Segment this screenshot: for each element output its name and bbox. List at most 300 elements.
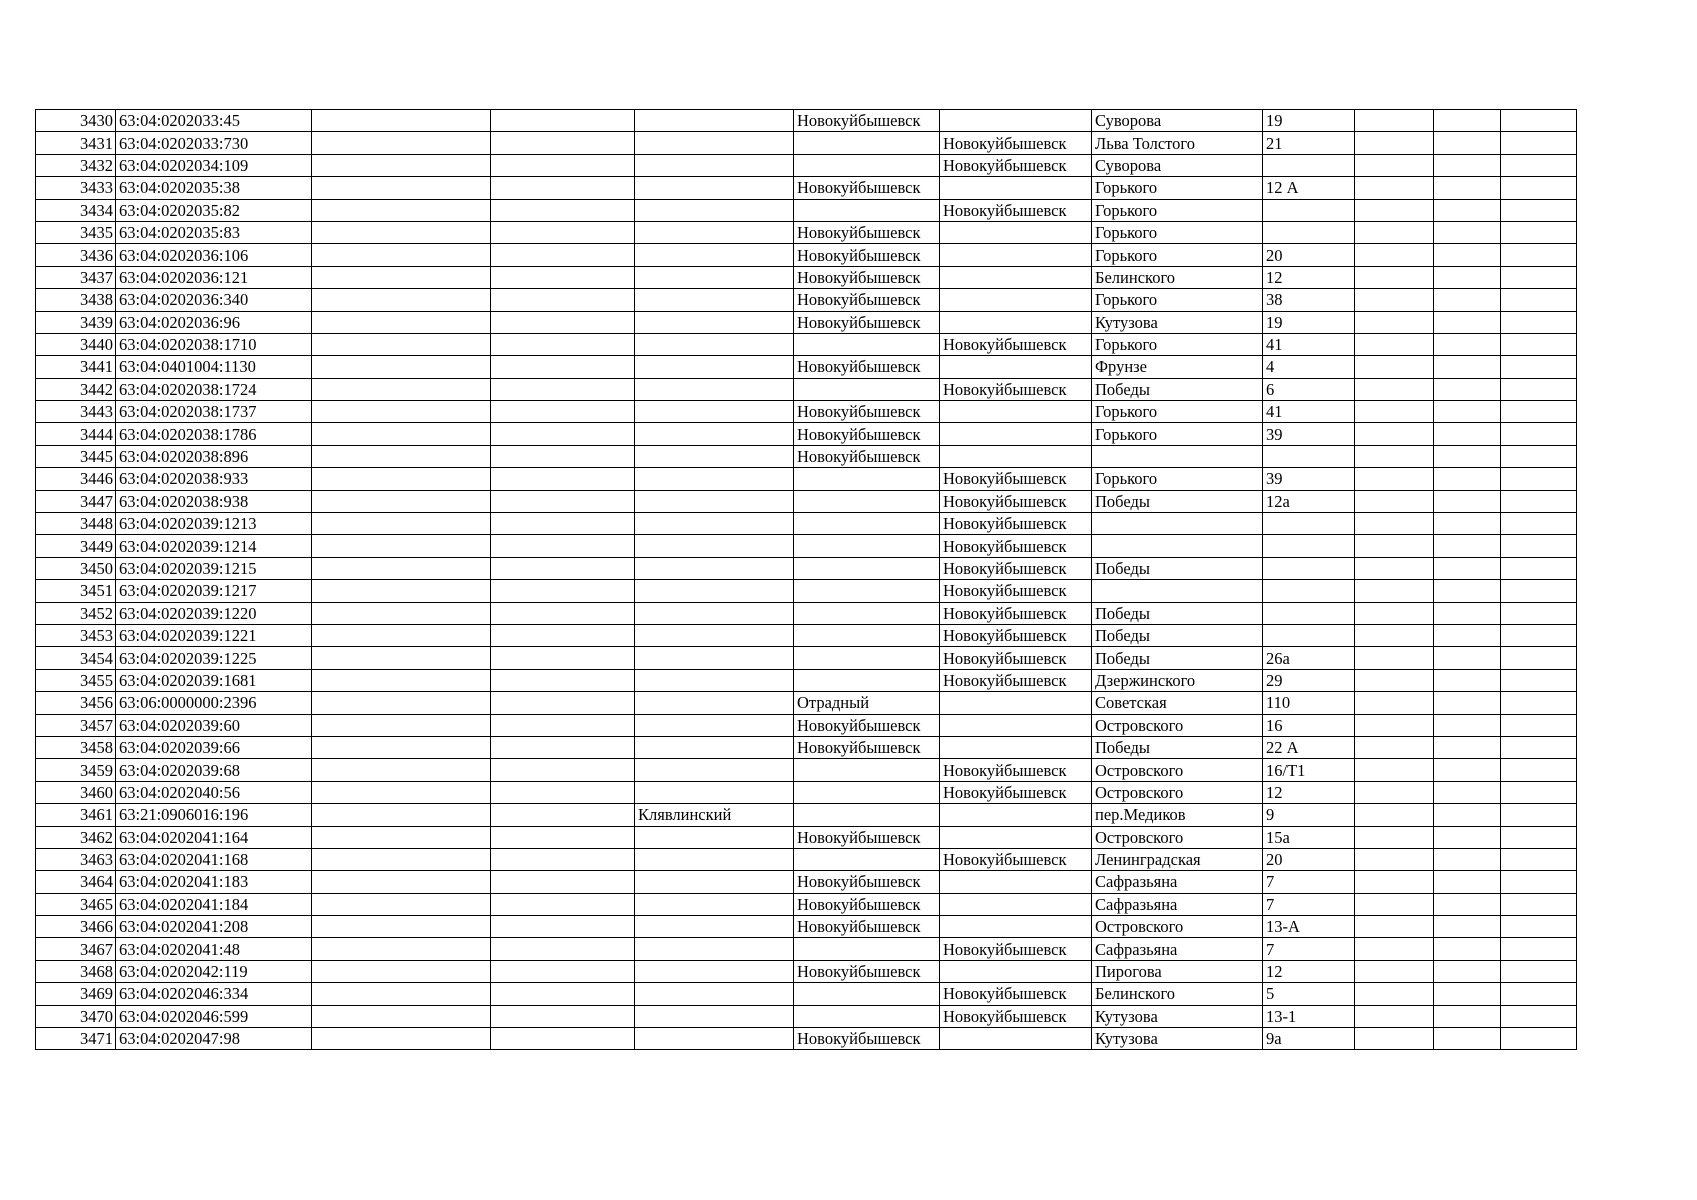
cell-col-3 — [312, 826, 491, 848]
cell-col-10 — [1355, 490, 1434, 512]
cell-col-3 — [312, 1028, 491, 1050]
cell-cadastral-number: 63:04:0202041:48 — [116, 938, 312, 960]
cell-district — [635, 110, 794, 132]
table-row — [36, 1005, 1577, 1027]
cell-col-4 — [491, 960, 635, 982]
cell-col-3 — [312, 602, 491, 624]
table-row — [36, 333, 1577, 355]
cell-col-12 — [1501, 916, 1577, 938]
cell-col-11 — [1434, 580, 1501, 602]
cell-house-number: 22 А — [1263, 736, 1355, 758]
cell-col-10 — [1355, 513, 1434, 535]
cell-col-11 — [1434, 916, 1501, 938]
cell-col-11 — [1434, 445, 1501, 467]
cell-col-12 — [1501, 110, 1577, 132]
cell-house-number: 9а — [1263, 1028, 1355, 1050]
cell-cadastral-number: 63:04:0202038:1724 — [116, 378, 312, 400]
cell-city — [794, 647, 940, 669]
cell-col-10 — [1355, 983, 1434, 1005]
cell-cadastral-number: 63:04:0202039:1220 — [116, 602, 312, 624]
cell-col-11 — [1434, 132, 1501, 154]
table-row — [36, 736, 1577, 758]
cell-col-4 — [491, 378, 635, 400]
cell-col-3 — [312, 490, 491, 512]
cell-district — [635, 154, 794, 176]
cell-city: Новокуйбышевск — [794, 960, 940, 982]
cell-city — [794, 513, 940, 535]
cell-col-10 — [1355, 1028, 1434, 1050]
cell-street — [1092, 445, 1263, 467]
cell-settlement — [940, 311, 1092, 333]
cell-col-12 — [1501, 311, 1577, 333]
cell-cadastral-number: 63:04:0202038:1786 — [116, 423, 312, 445]
cell-col-3 — [312, 423, 491, 445]
cell-house-number: 12 А — [1263, 177, 1355, 199]
cell-street: Островского — [1092, 759, 1263, 781]
cell-district — [635, 871, 794, 893]
cell-col-3 — [312, 759, 491, 781]
cell-cadastral-number: 63:04:0202039:1214 — [116, 535, 312, 557]
cell-house-number: 26а — [1263, 647, 1355, 669]
cell-cadastral-number: 63:04:0202046:599 — [116, 1005, 312, 1027]
cell-col-11 — [1434, 669, 1501, 691]
cell-col-12 — [1501, 513, 1577, 535]
cell-col-11 — [1434, 557, 1501, 579]
cell-row-number: 3467 — [36, 938, 116, 960]
cell-street: Сафразьяна — [1092, 938, 1263, 960]
cell-row-number: 3432 — [36, 154, 116, 176]
cell-cadastral-number: 63:04:0202041:184 — [116, 893, 312, 915]
cell-col-11 — [1434, 110, 1501, 132]
table-row — [36, 983, 1577, 1005]
cell-district — [635, 244, 794, 266]
cell-district: Клявлинский — [635, 804, 794, 826]
cell-house-number: 41 — [1263, 333, 1355, 355]
table-row — [36, 132, 1577, 154]
cell-col-4 — [491, 602, 635, 624]
cell-settlement: Новокуйбышевск — [940, 132, 1092, 154]
cell-col-11 — [1434, 401, 1501, 423]
cell-cadastral-number: 63:04:0202039:68 — [116, 759, 312, 781]
cell-district — [635, 513, 794, 535]
cell-row-number: 3439 — [36, 311, 116, 333]
cell-settlement — [940, 401, 1092, 423]
cell-col-12 — [1501, 490, 1577, 512]
cell-col-10 — [1355, 177, 1434, 199]
cell-row-number: 3455 — [36, 669, 116, 691]
cell-settlement — [940, 177, 1092, 199]
cell-col-12 — [1501, 423, 1577, 445]
cell-col-11 — [1434, 333, 1501, 355]
cell-district — [635, 445, 794, 467]
cell-city — [794, 154, 940, 176]
cell-settlement: Новокуйбышевск — [940, 938, 1092, 960]
cell-house-number: 9 — [1263, 804, 1355, 826]
table-row — [36, 266, 1577, 288]
cell-col-4 — [491, 938, 635, 960]
cell-house-number: 21 — [1263, 132, 1355, 154]
cell-col-10 — [1355, 154, 1434, 176]
cell-row-number: 3454 — [36, 647, 116, 669]
cell-col-10 — [1355, 557, 1434, 579]
cell-district — [635, 1028, 794, 1050]
cell-col-12 — [1501, 266, 1577, 288]
cell-city: Новокуйбышевск — [794, 289, 940, 311]
cell-col-10 — [1355, 759, 1434, 781]
cell-district — [635, 557, 794, 579]
cell-col-12 — [1501, 714, 1577, 736]
cell-cadastral-number: 63:06:0000000:2396 — [116, 692, 312, 714]
cell-settlement: Новокуйбышевск — [940, 647, 1092, 669]
cell-col-4 — [491, 1005, 635, 1027]
cell-district — [635, 580, 794, 602]
table-row — [36, 848, 1577, 870]
cell-settlement — [940, 289, 1092, 311]
cell-col-4 — [491, 154, 635, 176]
table-row — [36, 221, 1577, 243]
cell-col-10 — [1355, 132, 1434, 154]
cell-col-10 — [1355, 199, 1434, 221]
cell-col-4 — [491, 692, 635, 714]
cell-street: Победы — [1092, 557, 1263, 579]
cell-street: Горького — [1092, 468, 1263, 490]
cell-col-3 — [312, 736, 491, 758]
table-row — [36, 110, 1577, 132]
cell-city — [794, 333, 940, 355]
table-row — [36, 244, 1577, 266]
cell-col-11 — [1434, 826, 1501, 848]
cell-row-number: 3464 — [36, 871, 116, 893]
cell-col-10 — [1355, 110, 1434, 132]
cell-district — [635, 781, 794, 803]
cell-cadastral-number: 63:04:0202038:933 — [116, 468, 312, 490]
cell-city — [794, 1005, 940, 1027]
cell-city: Новокуйбышевск — [794, 714, 940, 736]
cell-col-3 — [312, 110, 491, 132]
cell-col-12 — [1501, 580, 1577, 602]
cell-col-3 — [312, 871, 491, 893]
cell-col-4 — [491, 736, 635, 758]
cell-col-10 — [1355, 535, 1434, 557]
cell-col-11 — [1434, 781, 1501, 803]
cell-street: Островского — [1092, 714, 1263, 736]
cell-col-12 — [1501, 692, 1577, 714]
cell-city — [794, 781, 940, 803]
cell-col-3 — [312, 445, 491, 467]
cell-house-number — [1263, 445, 1355, 467]
cell-city — [794, 602, 940, 624]
cell-street: Горького — [1092, 199, 1263, 221]
cell-city — [794, 378, 940, 400]
cell-col-11 — [1434, 535, 1501, 557]
table-row — [36, 445, 1577, 467]
cell-cadastral-number: 63:04:0202039:1217 — [116, 580, 312, 602]
cell-col-10 — [1355, 669, 1434, 691]
cell-city: Новокуйбышевск — [794, 266, 940, 288]
cell-city — [794, 490, 940, 512]
cell-city: Новокуйбышевск — [794, 221, 940, 243]
cell-col-10 — [1355, 266, 1434, 288]
cell-col-3 — [312, 535, 491, 557]
cell-house-number: 39 — [1263, 423, 1355, 445]
cell-city: Новокуйбышевск — [794, 244, 940, 266]
cell-row-number: 3456 — [36, 692, 116, 714]
cell-settlement: Новокуйбышевск — [940, 983, 1092, 1005]
cell-district — [635, 1005, 794, 1027]
cell-cadastral-number: 63:04:0202039:1225 — [116, 647, 312, 669]
cell-col-4 — [491, 221, 635, 243]
cell-col-3 — [312, 311, 491, 333]
cell-col-12 — [1501, 1005, 1577, 1027]
cell-cadastral-number: 63:21:0906016:196 — [116, 804, 312, 826]
table-row — [36, 669, 1577, 691]
cell-col-4 — [491, 781, 635, 803]
cell-street: Советская — [1092, 692, 1263, 714]
cell-col-4 — [491, 311, 635, 333]
cell-col-12 — [1501, 602, 1577, 624]
cell-settlement: Новокуйбышевск — [940, 378, 1092, 400]
cell-cadastral-number: 63:04:0202034:109 — [116, 154, 312, 176]
cell-row-number: 3430 — [36, 110, 116, 132]
cell-street: Островского — [1092, 916, 1263, 938]
cell-row-number: 3470 — [36, 1005, 116, 1027]
cell-row-number: 3457 — [36, 714, 116, 736]
cell-settlement — [940, 110, 1092, 132]
cell-settlement: Новокуйбышевск — [940, 624, 1092, 646]
table-row — [36, 624, 1577, 646]
cell-col-11 — [1434, 513, 1501, 535]
table-row — [36, 580, 1577, 602]
cell-settlement: Новокуйбышевск — [940, 759, 1092, 781]
cell-house-number — [1263, 624, 1355, 646]
cell-district — [635, 199, 794, 221]
table-row — [36, 513, 1577, 535]
cell-city — [794, 983, 940, 1005]
cell-settlement — [940, 826, 1092, 848]
cell-district — [635, 647, 794, 669]
cell-house-number: 15а — [1263, 826, 1355, 848]
cell-street: Суворова — [1092, 154, 1263, 176]
cell-col-3 — [312, 513, 491, 535]
cell-col-11 — [1434, 759, 1501, 781]
cell-col-11 — [1434, 714, 1501, 736]
cell-settlement: Новокуйбышевск — [940, 848, 1092, 870]
cell-col-12 — [1501, 1028, 1577, 1050]
table-row — [36, 490, 1577, 512]
cell-row-number: 3458 — [36, 736, 116, 758]
table-row — [36, 692, 1577, 714]
cell-col-11 — [1434, 423, 1501, 445]
cell-col-10 — [1355, 692, 1434, 714]
cell-settlement — [940, 356, 1092, 378]
table-row — [36, 647, 1577, 669]
cell-col-4 — [491, 244, 635, 266]
cell-cadastral-number: 63:04:0202041:208 — [116, 916, 312, 938]
cell-settlement: Новокуйбышевск — [940, 781, 1092, 803]
cell-col-3 — [312, 244, 491, 266]
cell-col-3 — [312, 289, 491, 311]
cell-col-12 — [1501, 244, 1577, 266]
cell-street: Победы — [1092, 624, 1263, 646]
cell-col-4 — [491, 266, 635, 288]
cell-street: Победы — [1092, 736, 1263, 758]
cell-street: Пирогова — [1092, 960, 1263, 982]
cell-row-number: 3449 — [36, 535, 116, 557]
cell-col-10 — [1355, 647, 1434, 669]
cell-col-3 — [312, 938, 491, 960]
cell-col-3 — [312, 333, 491, 355]
cell-col-11 — [1434, 960, 1501, 982]
cell-house-number — [1263, 602, 1355, 624]
cell-row-number: 3466 — [36, 916, 116, 938]
cell-city: Новокуйбышевск — [794, 1028, 940, 1050]
cell-settlement: Новокуйбышевск — [940, 557, 1092, 579]
cell-row-number: 3434 — [36, 199, 116, 221]
cell-col-3 — [312, 848, 491, 870]
cell-house-number: 12 — [1263, 781, 1355, 803]
cell-col-10 — [1355, 871, 1434, 893]
cell-col-4 — [491, 557, 635, 579]
cell-col-4 — [491, 826, 635, 848]
cell-col-12 — [1501, 535, 1577, 557]
cell-settlement — [940, 714, 1092, 736]
cell-cadastral-number: 63:04:0401004:1130 — [116, 356, 312, 378]
cell-cadastral-number: 63:04:0202041:168 — [116, 848, 312, 870]
cell-house-number — [1263, 199, 1355, 221]
cell-col-10 — [1355, 580, 1434, 602]
cell-street: Белинского — [1092, 983, 1263, 1005]
cell-house-number: 13-1 — [1263, 1005, 1355, 1027]
cell-col-10 — [1355, 378, 1434, 400]
cell-col-3 — [312, 154, 491, 176]
cell-house-number: 110 — [1263, 692, 1355, 714]
cell-settlement — [940, 871, 1092, 893]
table-row — [36, 893, 1577, 915]
cell-row-number: 3468 — [36, 960, 116, 982]
cell-col-10 — [1355, 736, 1434, 758]
cell-city — [794, 132, 940, 154]
cell-settlement: Новокуйбышевск — [940, 535, 1092, 557]
cell-col-11 — [1434, 871, 1501, 893]
cell-house-number: 5 — [1263, 983, 1355, 1005]
cell-city: Новокуйбышевск — [794, 110, 940, 132]
cell-col-3 — [312, 669, 491, 691]
cell-row-number: 3435 — [36, 221, 116, 243]
cell-col-3 — [312, 781, 491, 803]
cell-city — [794, 848, 940, 870]
cell-col-11 — [1434, 848, 1501, 870]
cell-district — [635, 759, 794, 781]
cell-city: Новокуйбышевск — [794, 826, 940, 848]
cell-house-number — [1263, 557, 1355, 579]
cell-col-3 — [312, 356, 491, 378]
cell-col-4 — [491, 490, 635, 512]
table-row — [36, 423, 1577, 445]
cell-col-12 — [1501, 759, 1577, 781]
cell-district — [635, 916, 794, 938]
cell-col-4 — [491, 759, 635, 781]
table-row — [36, 401, 1577, 423]
cell-house-number: 12 — [1263, 960, 1355, 982]
cell-col-10 — [1355, 468, 1434, 490]
cell-house-number: 7 — [1263, 893, 1355, 915]
cell-col-12 — [1501, 401, 1577, 423]
cell-col-11 — [1434, 154, 1501, 176]
cell-district — [635, 826, 794, 848]
cell-street: Островского — [1092, 781, 1263, 803]
table-row — [36, 960, 1577, 982]
cell-col-11 — [1434, 311, 1501, 333]
cell-street: Победы — [1092, 378, 1263, 400]
cell-cadastral-number: 63:04:0202038:1737 — [116, 401, 312, 423]
cell-cadastral-number: 63:04:0202039:60 — [116, 714, 312, 736]
cell-street: Белинского — [1092, 266, 1263, 288]
cell-col-12 — [1501, 289, 1577, 311]
cell-cadastral-number: 63:04:0202033:730 — [116, 132, 312, 154]
cell-city — [794, 804, 940, 826]
cell-street: Сафразьяна — [1092, 893, 1263, 915]
cell-col-11 — [1434, 938, 1501, 960]
cell-district — [635, 669, 794, 691]
cell-col-10 — [1355, 356, 1434, 378]
cell-district — [635, 938, 794, 960]
cell-col-4 — [491, 848, 635, 870]
cell-street: Кутузова — [1092, 311, 1263, 333]
cell-district — [635, 535, 794, 557]
cell-col-3 — [312, 132, 491, 154]
cell-col-4 — [491, 1028, 635, 1050]
cell-house-number — [1263, 580, 1355, 602]
cell-col-12 — [1501, 468, 1577, 490]
cell-row-number: 3438 — [36, 289, 116, 311]
cell-city — [794, 468, 940, 490]
cell-col-12 — [1501, 378, 1577, 400]
cell-col-10 — [1355, 333, 1434, 355]
cell-row-number: 3447 — [36, 490, 116, 512]
cell-street: Фрунзе — [1092, 356, 1263, 378]
cell-col-11 — [1434, 199, 1501, 221]
cell-col-11 — [1434, 1028, 1501, 1050]
cell-row-number: 3443 — [36, 401, 116, 423]
cell-settlement: Новокуйбышевск — [940, 154, 1092, 176]
cell-city: Новокуйбышевск — [794, 423, 940, 445]
cell-cadastral-number: 63:04:0202035:38 — [116, 177, 312, 199]
cell-district — [635, 468, 794, 490]
cell-row-number: 3440 — [36, 333, 116, 355]
cell-street — [1092, 513, 1263, 535]
cell-district — [635, 401, 794, 423]
cell-col-3 — [312, 266, 491, 288]
cell-col-4 — [491, 535, 635, 557]
cell-col-3 — [312, 916, 491, 938]
cell-cadastral-number: 63:04:0202038:1710 — [116, 333, 312, 355]
cell-row-number: 3446 — [36, 468, 116, 490]
cell-col-10 — [1355, 938, 1434, 960]
cell-row-number: 3431 — [36, 132, 116, 154]
cell-col-10 — [1355, 916, 1434, 938]
cell-city: Новокуйбышевск — [794, 871, 940, 893]
table-row — [36, 154, 1577, 176]
cell-col-4 — [491, 356, 635, 378]
cell-col-10 — [1355, 804, 1434, 826]
cell-col-3 — [312, 221, 491, 243]
cell-row-number: 3437 — [36, 266, 116, 288]
cell-district — [635, 624, 794, 646]
cell-col-3 — [312, 647, 491, 669]
cell-street: Сафразьяна — [1092, 871, 1263, 893]
cell-col-11 — [1434, 602, 1501, 624]
cell-city: Новокуйбышевск — [794, 356, 940, 378]
